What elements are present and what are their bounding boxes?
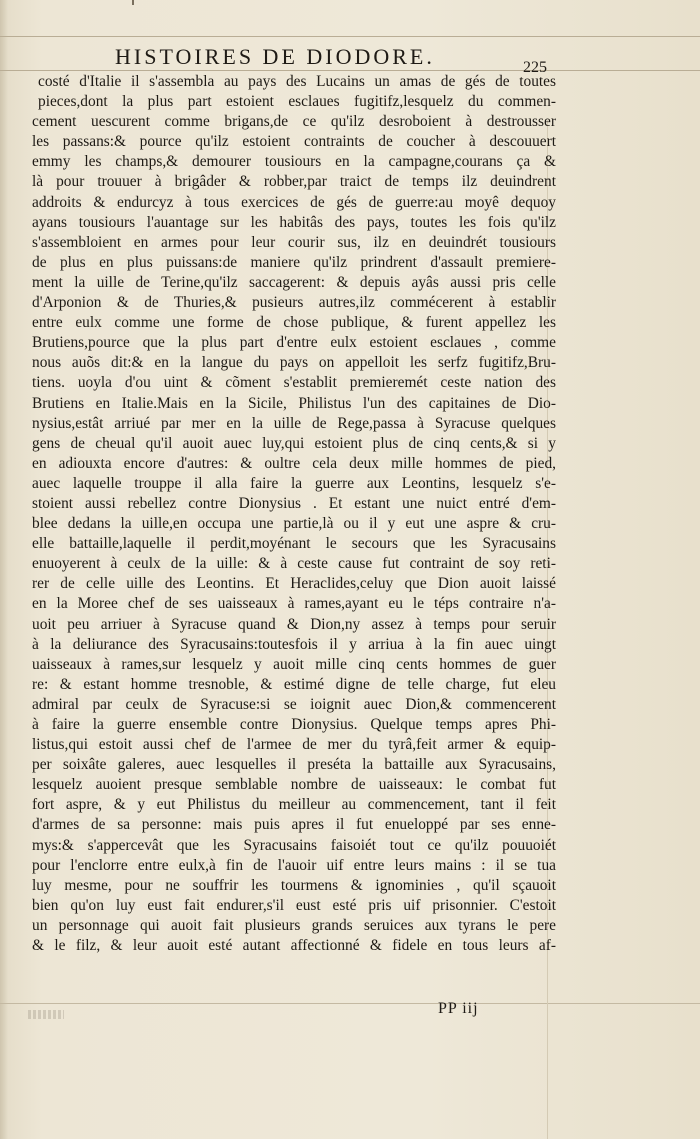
text-line: en adiouxta encore d'autres: & oultre cela deux mille hommes de pied, <box>32 454 556 472</box>
text-line: auec laquelle trouppe il alla faire la guerre aux Leontins, lesquelz s'e- <box>32 474 556 492</box>
text-line: enuoyerent à ceulx de la uille: & à ceste cause fut contraint de soy reti- <box>32 555 556 573</box>
text-line: emmy les champs,& demourer tousiours en la campagne,courans ça & <box>32 153 556 171</box>
text-line: blee dedans la uille,en occupa une partie,là ou il y eut une aspre & cru- <box>32 515 556 533</box>
text-line: stoient aussi rebellez contre Dionysius . Et estant une nuict entré d'em- <box>32 494 556 512</box>
text-line: listus,qui estoit aussi chef de l'armee de mer du tyrâ,feit armer & equip- <box>32 736 556 754</box>
signature-mark: PP iij <box>438 1000 479 1017</box>
page-gutter-shadow <box>0 0 8 1139</box>
text-line: ment la uille de Terine,qu'ilz saccagerent: & depuis ayâs aussi pris celle <box>32 273 556 291</box>
text-line: uaisseaux à rames,sur lesquelz y auoit mille cinq cents hommes de guer <box>32 655 556 673</box>
text-line: addroits & endurcyz à tous exercices de gés de guerre:au moyê dequoy <box>32 193 556 211</box>
running-title: HISTOIRES DE DIODORE. <box>115 44 435 69</box>
text-line: elle battaille,laquelle il perdit,moyénant le secours que les Syracusains <box>32 535 556 553</box>
text-line: là pour trouuer à brigâder & robber,par traict de temps ilz deuindrent <box>32 173 556 191</box>
text-line: rer de celle uille des Leontins. Et Heraclides,celuy que Dion auoit laissé <box>32 575 556 593</box>
text-line: nysius,estât arriué par mer en la uille de Rege,passa à Syracuse quelques <box>32 414 556 432</box>
text-line: Brutiens,pource que la plus part d'entre eulx estoient esclaues , comme <box>32 334 556 352</box>
text-line: costé d'Italie il s'assembla au pays des Lucains un amas de gés de toutes <box>38 73 556 90</box>
text-line: ayans tousiours l'auantage sur les habitâs des pays, toutes les fois qu'ilz <box>32 213 556 231</box>
text-line: à faire la guerre ensemble contre Dionysius. Quelque temps apres Phi- <box>32 716 556 733</box>
text-line: Brutiens en Italie.Mais en la Sicile, Philistus l'un des capitaines de Dio- <box>32 394 556 412</box>
top-edge-mark <box>132 0 134 5</box>
text-line: de plus en plus puissans:de maniere qu'ilz prindrent d'assault premiere- <box>32 253 556 271</box>
header-rule-line <box>0 70 700 71</box>
text-line: cement uescurent comme brigans,de ce qu'ilz desroboient à destrousser <box>32 113 556 131</box>
text-line: per soixâte galeres, auec lesquelles il preséta la battaille aux Syracusains, <box>32 756 556 774</box>
text-line: uoit peu arriuer à Syracuse quand & Dion,ny assez à temps pour seruir <box>32 615 556 633</box>
text-line: entre eulx comme une forme de chose publique, & furent appellez les <box>32 314 556 332</box>
text-line: nous auõs dit:& en la langue du pays on appelloit les serfz fugitifz,Bru- <box>32 354 556 372</box>
text-line: un personnage qui auoit fait plusieurs grands seruices aux tyrans le pere <box>32 916 556 934</box>
show-through-ink <box>28 1010 64 1019</box>
text-line: en la Moree chef de ses uaisseaux à rames,ayant eu le téps contraire n'a- <box>32 595 556 613</box>
text-line: mys:& s'appercevât que les Syracusains faisoiét tout ce qu'ilz pouuoiét <box>32 836 556 854</box>
text-line: gens de cheual qu'il auoit auec luy,qui estoient plus de cinq cents,& si y <box>32 434 556 452</box>
text-line: lesquelz auoient presque semblable nombre de uaisseaux: le combat fut <box>32 776 556 794</box>
text-line: s'assembloient en armes pour leur courir sus, ilz en deuindrét tousiours <box>32 233 556 251</box>
text-line: pieces,dont la plus part estoient esclaues fugitifz,lesquelz du commen- <box>38 93 556 111</box>
text-line: pour l'enclorre entre eulx,à fin de l'auoir uif entre leurs mains : il se tua <box>32 856 556 874</box>
text-line: fort aspre, & y eut Philistus du meilleur au commencement, tant il feit <box>32 796 556 814</box>
body-text <box>32 72 556 956</box>
top-rule-line <box>0 36 700 37</box>
text-line: re: & estant homme tresnoble, & estimé digne de telle charge, fut eleu <box>32 675 556 693</box>
text-line: bien qu'on luy eust fait endurer,s'il eust esté pris uif prisonnier. C'estoit <box>32 896 556 914</box>
text-line: à la deliurance des Syracusains:toutesfois il y arriua à la fin auec uingt <box>32 635 556 653</box>
text-line: tiens. uoyla d'ou uint & cõment s'establit premieremét ceste nation des <box>32 374 556 392</box>
text-line: les passans:& pource qu'ilz estoient contraints de coucher à descouuert <box>32 133 556 151</box>
text-line: d'armes de sa personne: mais puis apres il fut enueloppé par ses enne- <box>32 816 556 834</box>
page-number: 225 <box>523 59 547 76</box>
text-line: luy mesme, pour ne souffrir les tourmens & ignominies , qu'il sçauoit <box>32 876 556 894</box>
bottom-rule-line <box>0 1003 700 1004</box>
text-line: d'Arponion & de Thuries,& pusieurs autres,ilz commécerent à establir <box>32 294 556 312</box>
text-line: & le filz, & leur auoit esté autant affectionné & fidele en tous leurs af- <box>32 937 556 955</box>
text-line: admiral par ceulx de Syracuse:si se ioignit auec Dion,& commencerent <box>32 695 556 713</box>
